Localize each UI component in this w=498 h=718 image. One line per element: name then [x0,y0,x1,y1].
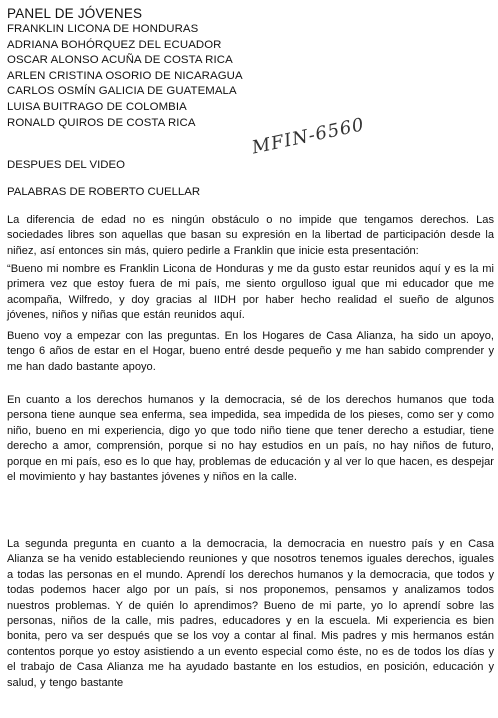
paragraph: Bueno voy a empezar con las preguntas. En los Hogares de Casa Alianza, ha sido un apoyo, tengo 6 años de estar en el Hogar, bueno entré desde pequeño y me han sabido comprender y me han dado bastante apoyo. [7,330,494,373]
panel-member-list [7,22,267,131]
panel-title: PANEL DE JÓVENES [7,6,143,21]
panel-member: FRANKLIN LICONA DE HONDURAS [7,23,199,35]
paragraph: “Bueno mi nombre es Franklin Licona de Honduras y me da gusto estar reunidos aquí y es la mi primera vez que estoy fuera de mi país, me siento orgulloso igual que mi educador que me acompaña, Wilfredo, y doy gracias al IIDH por haber hecho realidad el sueño de algunos jóvenes, niños y niñas que están reunidos aquí. [7,263,494,322]
handwritten-annotation: MFIN-6560 [250,114,367,159]
panel-member: LUISA BUITRAGO DE COLOMBIA [7,100,187,113]
section-heading-speaker: PALABRAS DE ROBERTO CUELLAR [7,186,201,198]
panel-member: RONALD QUIROS DE COSTA RICA [7,116,196,129]
panel-member: ADRIANA BOHÓRQUEZ DEL ECUADOR [7,38,222,51]
panel-header [7,6,267,131]
paragraph: En cuanto a los derechos humanos y la democracia, sé de los derechos humanos que toda persona tiene aunque sea enferma, sea impedida, sea impedida de los pieses, como ser y como niño, bueno en mi experiencia, digo yo que todo niño tiene que tener derecho a estudiar, tiene derecho a amor, comprensión, porque si no hay estudios en un país, no hay niños de futuro, porque en mi país, eso es lo que hay, problemas de educación y al ver lo que hacen, es despejar el movimiento y hay bastantes jóvenes y niños en la calle. [7,394,494,484]
section-heading-after-video: DESPUES DEL VIDEO [7,159,125,171]
panel-member: ARLEN CRISTINA OSORIO DE NICARAGUA [7,69,243,82]
panel-member: OSCAR ALONSO ACUÑA DE COSTA RICA [7,54,233,67]
paragraph: La segunda pregunta en cuanto a la democracia, la democracia en nuestro país y en Casa Alianza se ha venido estableciendo reuniones y que nosotros tenemos iguales derechos, iguales a todas las personas en el mundo. Aprendí los derechos humanos y la democracia, que todos y todas podemos hacer algo por un país, si nos proponemos, pensamos y analizamos todos nuestros problemas. Y de quién lo aprendimos? Bueno de mi parte, yo lo aprendí sobre las personas, niños de la calle, mis padres, educadores y en la escuela. Mi experiencia es bien bonita, pero va ser después que se los voy a contar al final. Mis padres y mis hermanos están contentos porque yo estoy asistiendo a un evento especial como éste, no es de todos los días y el trabajo de Casa Alianza me ha ayudado bastante en los estudios, en posición, educación y salud, y tengo bastante [7,538,494,689]
paragraph: La diferencia de edad no es ningún obstáculo o no impide que tengamos derechos. Las sociedades libres son aquellas que basan su expresión en la libertad de participación desde la niñez, así entonces sin más, quiero pedirle a Franklin que inicie esta presentación: [7,214,494,257]
panel-member: CARLOS OSMÍN GALICIA DE GUATEMALA [7,85,237,98]
